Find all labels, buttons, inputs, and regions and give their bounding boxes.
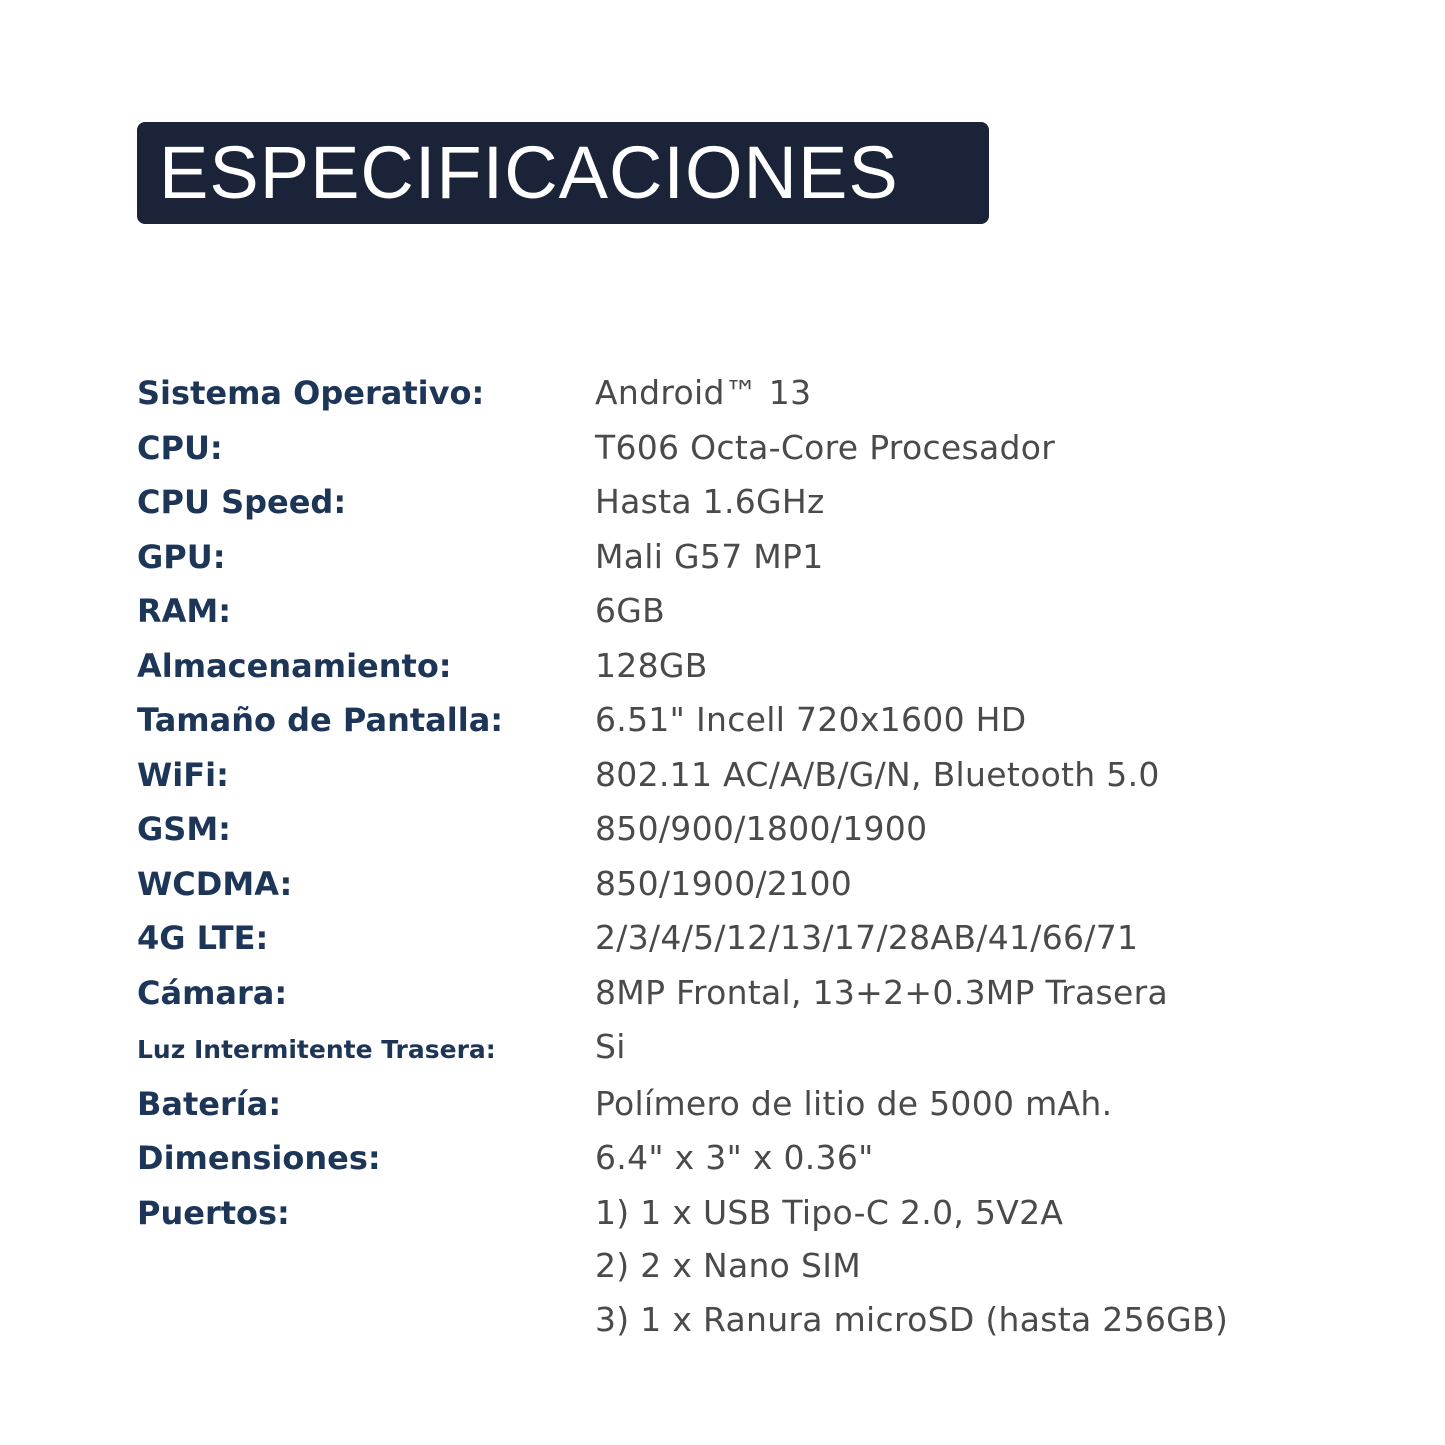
spec-value: Hasta 1.6GHz <box>595 482 825 521</box>
spec-row-almacenamiento <box>137 639 1367 694</box>
spec-row-pantalla <box>137 693 1367 748</box>
spec-row-camara <box>137 966 1367 1021</box>
spec-list <box>137 366 1367 1346</box>
spec-value: 6.4" x 3" x 0.36" <box>595 1138 874 1177</box>
spec-value: 2) 2 x Nano SIM <box>595 1246 862 1285</box>
spec-value: 8MP Frontal, 13+2+0.3MP Trasera <box>595 972 1169 1012</box>
spec-value: 1) 1 x USB Tipo-C 2.0, 5V2A <box>595 1192 1064 1232</box>
spec-value: Polímero de litio de 5000 mAh. <box>595 1083 1113 1123</box>
spec-value: 6.51" Incell 720x1600 HD <box>595 700 1027 739</box>
spec-row-wcdma <box>137 857 1367 912</box>
spec-row-gpu <box>137 530 1367 585</box>
spec-row-dimensiones <box>137 1131 1367 1186</box>
spec-value: 850/1900/2100 <box>595 863 853 903</box>
spec-row-puertos <box>137 1186 1367 1347</box>
spec-label: CPU: <box>137 428 223 467</box>
spec-value: 3) 1 x Ranura microSD (hasta 256GB) <box>595 1299 1229 1339</box>
spec-value: 2/3/4/5/12/13/17/28AB/41/66/71 <box>595 918 1139 957</box>
spec-value: Mali G57 MP1 <box>595 536 824 576</box>
spec-label: Almacenamiento: <box>137 646 452 685</box>
spec-label: WCDMA: <box>137 864 293 903</box>
spec-value: 850/900/1800/1900 <box>595 809 928 848</box>
spec-label: Dimensiones: <box>137 1139 381 1177</box>
spec-value: Si <box>595 1027 626 1066</box>
spec-row-sistema-operativo <box>137 366 1367 421</box>
spec-label: CPU Speed: <box>137 483 347 521</box>
spec-value: 128GB <box>595 645 708 685</box>
spec-row-gsm <box>137 802 1367 857</box>
spec-label: Luz Intermitente Trasera: <box>137 1035 496 1064</box>
spec-label: RAM: <box>137 592 232 630</box>
page-title: ESPECIFICACIONES <box>159 131 899 214</box>
spec-label: 4G LTE: <box>137 919 269 957</box>
spec-label: Puertos: <box>137 1193 290 1232</box>
spec-row-cpu-speed <box>137 475 1367 530</box>
title-banner <box>137 122 989 224</box>
spec-label: GPU: <box>137 537 226 576</box>
spec-label: GSM: <box>137 810 231 848</box>
spec-row-wifi <box>137 748 1367 803</box>
spec-label: WiFi: <box>137 755 229 794</box>
spec-label: Batería: <box>137 1084 282 1123</box>
spec-label: Tamaño de Pantalla: <box>137 701 504 739</box>
spec-label: Sistema Operativo: <box>137 374 485 412</box>
spec-value: 6GB <box>595 591 666 630</box>
spec-row-luz-intermitente <box>137 1020 1367 1077</box>
spec-label: Cámara: <box>137 973 288 1012</box>
spec-row-4g-lte <box>137 911 1367 966</box>
spec-value: Android™ 13 <box>595 373 812 412</box>
spec-row-cpu <box>137 421 1367 476</box>
spec-row-bateria <box>137 1077 1367 1132</box>
spec-value: 802.11 AC/A/B/G/N, Bluetooth 5.0 <box>595 754 1160 794</box>
spec-row-ram <box>137 584 1367 639</box>
spec-value: T606 Octa-Core Procesador <box>595 427 1056 467</box>
